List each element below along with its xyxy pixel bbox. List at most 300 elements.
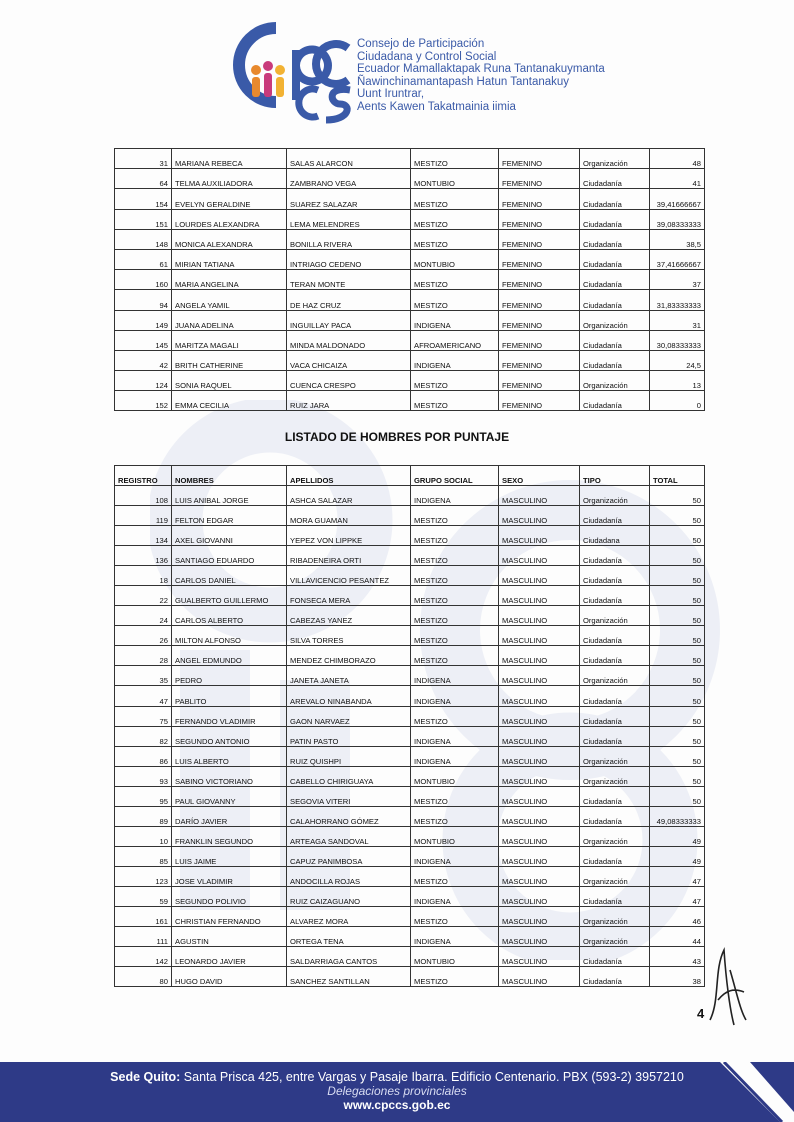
table-cell: MESTIZO bbox=[411, 391, 499, 411]
footer-address: Santa Prisca 425, entre Vargas y Pasaje Ibarra. Edificio Centenario. PBX (593-2) 3957210 bbox=[180, 1070, 684, 1084]
table-cell: MASCULINO bbox=[499, 866, 580, 886]
table-cell: MESTIZO bbox=[411, 229, 499, 249]
table-cell: SEGOVIA VITERI bbox=[287, 786, 411, 806]
table-cell: MESTIZO bbox=[411, 371, 499, 391]
table-cell: BONILLA RIVERA bbox=[287, 229, 411, 249]
col-apellidos: APELLIDOS bbox=[287, 466, 411, 486]
table-cell: MESTIZO bbox=[411, 706, 499, 726]
table-cell: MILTON ALFONSO bbox=[172, 626, 287, 646]
table-cell: Ciudadanía bbox=[580, 391, 650, 411]
table-cell: RUIZ JARA bbox=[287, 391, 411, 411]
table-cell: 49 bbox=[650, 826, 705, 846]
col-grupo-social: GRUPO SOCIAL bbox=[411, 466, 499, 486]
table-cell: LOURDES ALEXANDRA bbox=[172, 209, 287, 229]
table-cell: INDIGENA bbox=[411, 726, 499, 746]
table-cell: FONSECA MERA bbox=[287, 586, 411, 606]
table-cell: 145 bbox=[115, 330, 172, 350]
table-cell: 124 bbox=[115, 371, 172, 391]
table-cell: FEMENINO bbox=[499, 209, 580, 229]
women-score-table bbox=[114, 148, 705, 411]
table-cell: Ciudadanía bbox=[580, 566, 650, 586]
handwritten-signature bbox=[700, 940, 750, 1030]
table-cell: LUIS ANIBAL JORGE bbox=[172, 486, 287, 506]
table-cell: 46 bbox=[650, 906, 705, 926]
table-cell: FEMENINO bbox=[499, 149, 580, 169]
table-cell: 13 bbox=[650, 371, 705, 391]
table-cell: PATIN PASTO bbox=[287, 726, 411, 746]
table-cell: 149 bbox=[115, 310, 172, 330]
table-cell: MASCULINO bbox=[499, 846, 580, 866]
table-cell: 42 bbox=[115, 350, 172, 370]
table-cell: 50 bbox=[650, 686, 705, 706]
table-cell: 48 bbox=[650, 149, 705, 169]
table-cell: 31 bbox=[650, 310, 705, 330]
table-cell: Ciudadanía bbox=[580, 626, 650, 646]
table-row bbox=[115, 330, 705, 350]
table-cell: INTRIAGO CEDENO bbox=[287, 249, 411, 269]
organization-name: Consejo de Participación Ciudadana y Control Social Ecuador Mamallaktapak Runa Tantanakuymanta Ñawinchinamantapash Hatun Tantanakuy Uunt Iruntrar, Aents Kawen Takatmainia iimia bbox=[357, 38, 605, 113]
table-cell: CUENCA CRESPO bbox=[287, 371, 411, 391]
table-cell: 24,5 bbox=[650, 350, 705, 370]
table-cell: MESTIZO bbox=[411, 189, 499, 209]
table-cell: DARÍO JAVIER bbox=[172, 806, 287, 826]
col-sexo: SEXO bbox=[499, 466, 580, 486]
table-cell: MESTIZO bbox=[411, 967, 499, 987]
table-cell: 50 bbox=[650, 766, 705, 786]
table-cell: MASCULINO bbox=[499, 726, 580, 746]
table-cell: Ciudadanía bbox=[580, 169, 650, 189]
table-cell: 26 bbox=[115, 626, 172, 646]
table-cell: MIRIAN TATIANA bbox=[172, 249, 287, 269]
table-row bbox=[115, 726, 705, 746]
table-cell: SUAREZ SALAZAR bbox=[287, 189, 411, 209]
col-registro: REGISTRO bbox=[115, 466, 172, 486]
table-cell: 160 bbox=[115, 270, 172, 290]
table-cell: Ciudadanía bbox=[580, 290, 650, 310]
table-row bbox=[115, 626, 705, 646]
table-cell: 50 bbox=[650, 486, 705, 506]
table-cell: MESTIZO bbox=[411, 290, 499, 310]
table-cell: ZAMBRANO VEGA bbox=[287, 169, 411, 189]
table-cell: 31 bbox=[115, 149, 172, 169]
footer-delegaciones: Delegaciones provinciales bbox=[327, 1084, 467, 1098]
table-cell: Ciudadanía bbox=[580, 229, 650, 249]
table-cell: FEMENINO bbox=[499, 391, 580, 411]
table-cell: 47 bbox=[650, 886, 705, 906]
table-cell: AGUSTIN bbox=[172, 927, 287, 947]
table-cell: 119 bbox=[115, 506, 172, 526]
table-cell: MESTIZO bbox=[411, 646, 499, 666]
table-cell: 50 bbox=[650, 546, 705, 566]
table-cell: Ciudadanía bbox=[580, 706, 650, 726]
table-cell: CARLOS DANIEL bbox=[172, 566, 287, 586]
table-row bbox=[115, 371, 705, 391]
table-row bbox=[115, 947, 705, 967]
table-cell: FEMENINO bbox=[499, 229, 580, 249]
table-cell: 89 bbox=[115, 806, 172, 826]
table-cell: MINDA MALDONADO bbox=[287, 330, 411, 350]
table-cell: Ciudadanía bbox=[580, 586, 650, 606]
table-cell: VILLAVICENCIO PESANTEZ bbox=[287, 566, 411, 586]
table-cell: 154 bbox=[115, 189, 172, 209]
table-cell: LEMA MELENDRES bbox=[287, 209, 411, 229]
table-cell: MASCULINO bbox=[499, 927, 580, 947]
table-cell: 0 bbox=[650, 391, 705, 411]
table-cell: 134 bbox=[115, 526, 172, 546]
table-cell: 30,08333333 bbox=[650, 330, 705, 350]
table-cell: Organización bbox=[580, 906, 650, 926]
table-cell: 18 bbox=[115, 566, 172, 586]
table-cell: MASCULINO bbox=[499, 906, 580, 926]
page-number: 4 bbox=[697, 1006, 705, 1021]
table-cell: 136 bbox=[115, 546, 172, 566]
table-cell: 31,83333333 bbox=[650, 290, 705, 310]
table-cell: 38 bbox=[650, 967, 705, 987]
table-cell: MASCULINO bbox=[499, 967, 580, 987]
table-cell: Organización bbox=[580, 666, 650, 686]
table-cell: MESTIZO bbox=[411, 270, 499, 290]
table-cell: EMMA CECILIA bbox=[172, 391, 287, 411]
table-cell: Organización bbox=[580, 826, 650, 846]
table-cell: ORTEGA TENA bbox=[287, 927, 411, 947]
table-row bbox=[115, 746, 705, 766]
table-cell: MASCULINO bbox=[499, 706, 580, 726]
table-cell: RUIZ QUISHPI bbox=[287, 746, 411, 766]
table-cell: Ciudadanía bbox=[580, 189, 650, 209]
table-cell: LEONARDO JAVIER bbox=[172, 947, 287, 967]
table-row bbox=[115, 927, 705, 947]
table-cell: MARITZA MAGALI bbox=[172, 330, 287, 350]
table-cell: LUIS JAIME bbox=[172, 846, 287, 866]
table-cell: 37 bbox=[650, 270, 705, 290]
table-cell: 61 bbox=[115, 249, 172, 269]
col-tipo: TIPO bbox=[580, 466, 650, 486]
table-cell: MESTIZO bbox=[411, 866, 499, 886]
table-cell: 59 bbox=[115, 886, 172, 906]
table-row bbox=[115, 906, 705, 926]
table-cell: MASCULINO bbox=[499, 526, 580, 546]
table-cell: 50 bbox=[650, 566, 705, 586]
col-nombres: NOMBRES bbox=[172, 466, 287, 486]
table-cell: 152 bbox=[115, 391, 172, 411]
table-cell: MASCULINO bbox=[499, 566, 580, 586]
table-cell: Ciudadanía bbox=[580, 350, 650, 370]
table-row bbox=[115, 350, 705, 370]
table-cell: Ciudadanía bbox=[580, 947, 650, 967]
table-cell: MONTUBIO bbox=[411, 826, 499, 846]
table-cell: 50 bbox=[650, 666, 705, 686]
table-row bbox=[115, 169, 705, 189]
table-cell: 50 bbox=[650, 526, 705, 546]
table-cell: FRANKLIN SEGUNDO bbox=[172, 826, 287, 846]
table-cell: 50 bbox=[650, 626, 705, 646]
table-row bbox=[115, 686, 705, 706]
table-cell: Ciudadanía bbox=[580, 806, 650, 826]
table-cell: 111 bbox=[115, 927, 172, 947]
table-cell: ARTEAGA SANDOVAL bbox=[287, 826, 411, 846]
table-cell: ANGELA YAMIL bbox=[172, 290, 287, 310]
table-row bbox=[115, 310, 705, 330]
table-cell: 22 bbox=[115, 586, 172, 606]
table-cell: SEGUNDO ANTONIO bbox=[172, 726, 287, 746]
table-row bbox=[115, 666, 705, 686]
table-cell: FEMENINO bbox=[499, 310, 580, 330]
table-cell: Ciudadanía bbox=[580, 846, 650, 866]
table-cell: Organización bbox=[580, 149, 650, 169]
table-cell: INDIGENA bbox=[411, 310, 499, 330]
table-cell: INDIGENA bbox=[411, 746, 499, 766]
table-cell: MESTIZO bbox=[411, 806, 499, 826]
table-cell: 28 bbox=[115, 646, 172, 666]
table-cell: SONIA RAQUEL bbox=[172, 371, 287, 391]
table-cell: Organización bbox=[580, 310, 650, 330]
table-cell: Ciudadanía bbox=[580, 646, 650, 666]
table-cell: RIBADENEIRA ORTI bbox=[287, 546, 411, 566]
table-cell: TERAN MONTE bbox=[287, 270, 411, 290]
table-cell: MASCULINO bbox=[499, 486, 580, 506]
table-cell: CAPUZ PANIMBOSA bbox=[287, 846, 411, 866]
table-cell: ANDOCILLA ROJAS bbox=[287, 866, 411, 886]
table-row bbox=[115, 229, 705, 249]
table-cell: Ciudadanía bbox=[580, 967, 650, 987]
table-cell: INGUILLAY PACA bbox=[287, 310, 411, 330]
table-cell: SALAS ALARCON bbox=[287, 149, 411, 169]
table-cell: MASCULINO bbox=[499, 606, 580, 626]
table-cell: EVELYN GERALDINE bbox=[172, 189, 287, 209]
table-cell: Ciudadanía bbox=[580, 330, 650, 350]
table-cell: Organización bbox=[580, 866, 650, 886]
table-cell: 80 bbox=[115, 967, 172, 987]
table-cell: Organización bbox=[580, 927, 650, 947]
table-cell: AREVALO NINABANDA bbox=[287, 686, 411, 706]
table-cell: 95 bbox=[115, 786, 172, 806]
table-cell: PAUL GIOVANNY bbox=[172, 786, 287, 806]
table-cell: MESTIZO bbox=[411, 546, 499, 566]
table-cell: MASCULINO bbox=[499, 666, 580, 686]
table-row bbox=[115, 967, 705, 987]
table-row bbox=[115, 826, 705, 846]
table-cell: 37,41666667 bbox=[650, 249, 705, 269]
table-cell: 35 bbox=[115, 666, 172, 686]
table-cell: FEMENINO bbox=[499, 290, 580, 310]
table-cell: 43 bbox=[650, 947, 705, 967]
table-cell: MESTIZO bbox=[411, 209, 499, 229]
table-cell: MASCULINO bbox=[499, 626, 580, 646]
table-cell: MONTUBIO bbox=[411, 766, 499, 786]
table-cell: MASCULINO bbox=[499, 546, 580, 566]
table-cell: PEDRO bbox=[172, 666, 287, 686]
table-cell: Ciudadanía bbox=[580, 886, 650, 906]
table-header-row bbox=[115, 466, 705, 486]
table-cell: BRITH CATHERINE bbox=[172, 350, 287, 370]
table-cell: MESTIZO bbox=[411, 149, 499, 169]
table-row bbox=[115, 270, 705, 290]
table-cell: ANGEL EDMUNDO bbox=[172, 646, 287, 666]
table-cell: 50 bbox=[650, 646, 705, 666]
table-cell: MESTIZO bbox=[411, 506, 499, 526]
table-cell: Organización bbox=[580, 746, 650, 766]
table-cell: MASCULINO bbox=[499, 506, 580, 526]
table-cell: MESTIZO bbox=[411, 566, 499, 586]
table-cell: 41 bbox=[650, 169, 705, 189]
table-cell: 94 bbox=[115, 290, 172, 310]
table-cell: Ciudadanía bbox=[580, 209, 650, 229]
table-cell: 47 bbox=[115, 686, 172, 706]
table-cell: Ciudadanía bbox=[580, 726, 650, 746]
table-cell: GUALBERTO GUILLERMO bbox=[172, 586, 287, 606]
table-row bbox=[115, 290, 705, 310]
table-cell: ALVAREZ MORA bbox=[287, 906, 411, 926]
table-row bbox=[115, 866, 705, 886]
table-cell: AFROAMERICANO bbox=[411, 330, 499, 350]
men-section-title: LISTADO DE HOMBRES POR PUNTAJE bbox=[284, 430, 510, 444]
table-row bbox=[115, 646, 705, 666]
table-cell: MESTIZO bbox=[411, 606, 499, 626]
table-cell: Organización bbox=[580, 371, 650, 391]
table-cell: 47 bbox=[650, 866, 705, 886]
table-cell: MESTIZO bbox=[411, 626, 499, 646]
table-cell: FEMENINO bbox=[499, 371, 580, 391]
table-cell: SILVA TORRES bbox=[287, 626, 411, 646]
table-cell: 49 bbox=[650, 846, 705, 866]
footer-sede-label: Sede Quito: bbox=[110, 1070, 181, 1084]
table-cell: MESTIZO bbox=[411, 786, 499, 806]
table-cell: MENDEZ CHIMBORAZO bbox=[287, 646, 411, 666]
table-row bbox=[115, 566, 705, 586]
table-cell: FEMENINO bbox=[499, 270, 580, 290]
table-row bbox=[115, 586, 705, 606]
table-cell: MASCULINO bbox=[499, 806, 580, 826]
table-cell: Ciudadanía bbox=[580, 786, 650, 806]
table-cell: MONTUBIO bbox=[411, 947, 499, 967]
table-cell: 50 bbox=[650, 586, 705, 606]
footer-website[interactable]: www.cpccs.gob.ec bbox=[343, 1098, 451, 1112]
table-cell: SABINO VICTORIANO bbox=[172, 766, 287, 786]
table-cell: 50 bbox=[650, 706, 705, 726]
table-cell: FEMENINO bbox=[499, 249, 580, 269]
table-cell: MORA GUAMAN bbox=[287, 506, 411, 526]
table-cell: MASCULINO bbox=[499, 686, 580, 706]
table-cell: 93 bbox=[115, 766, 172, 786]
table-cell: 85 bbox=[115, 846, 172, 866]
table-cell: MASCULINO bbox=[499, 746, 580, 766]
table-cell: VACA CHICAIZA bbox=[287, 350, 411, 370]
cpccs-logo bbox=[226, 20, 354, 128]
table-cell: DE HAZ CRUZ bbox=[287, 290, 411, 310]
table-cell: MONICA ALEXANDRA bbox=[172, 229, 287, 249]
table-cell: 64 bbox=[115, 169, 172, 189]
table-row bbox=[115, 506, 705, 526]
table-cell: INDIGENA bbox=[411, 486, 499, 506]
table-cell: CARLOS ALBERTO bbox=[172, 606, 287, 626]
table-cell: FEMENINO bbox=[499, 189, 580, 209]
table-cell: FERNANDO VLADIMIR bbox=[172, 706, 287, 726]
table-cell: 50 bbox=[650, 606, 705, 626]
table-cell: Ciudadanía bbox=[580, 270, 650, 290]
table-cell: MASCULINO bbox=[499, 766, 580, 786]
table-cell: 50 bbox=[650, 726, 705, 746]
table-cell: 50 bbox=[650, 746, 705, 766]
page-footer bbox=[0, 1062, 794, 1122]
table-cell: 39,41666667 bbox=[650, 189, 705, 209]
table-cell: MASCULINO bbox=[499, 786, 580, 806]
table-cell: FELTON EDGAR bbox=[172, 506, 287, 526]
men-score-table bbox=[114, 465, 705, 987]
table-cell: FEMENINO bbox=[499, 350, 580, 370]
table-row bbox=[115, 149, 705, 169]
table-cell: 75 bbox=[115, 706, 172, 726]
table-row bbox=[115, 766, 705, 786]
table-cell: TELMA AUXILIADORA bbox=[172, 169, 287, 189]
table-cell: MONTUBIO bbox=[411, 169, 499, 189]
table-row bbox=[115, 806, 705, 826]
table-row bbox=[115, 391, 705, 411]
table-row bbox=[115, 486, 705, 506]
table-cell: Ciudadanía bbox=[580, 506, 650, 526]
table-cell: 151 bbox=[115, 209, 172, 229]
table-cell: ASHCA SALAZAR bbox=[287, 486, 411, 506]
table-cell: 50 bbox=[650, 786, 705, 806]
col-total: TOTAL bbox=[650, 466, 705, 486]
table-cell: FEMENINO bbox=[499, 330, 580, 350]
table-cell: MESTIZO bbox=[411, 586, 499, 606]
table-cell: SEGUNDO POLIVIO bbox=[172, 886, 287, 906]
table-cell: RUIZ CAIZAGUANO bbox=[287, 886, 411, 906]
table-cell: HUGO DAVID bbox=[172, 967, 287, 987]
table-cell: MASCULINO bbox=[499, 826, 580, 846]
table-row bbox=[115, 606, 705, 626]
table-cell: CALAHORRANO GÓMEZ bbox=[287, 806, 411, 826]
table-row bbox=[115, 706, 705, 726]
table-cell: JUANA ADELINA bbox=[172, 310, 287, 330]
table-cell: SALDARRIAGA CANTOS bbox=[287, 947, 411, 967]
table-cell: PABLITO bbox=[172, 686, 287, 706]
table-cell: MARIA ANGELINA bbox=[172, 270, 287, 290]
table-cell: MASCULINO bbox=[499, 947, 580, 967]
table-row bbox=[115, 786, 705, 806]
table-cell: 123 bbox=[115, 866, 172, 886]
table-cell: INDIGENA bbox=[411, 666, 499, 686]
table-cell: MARIANA REBECA bbox=[172, 149, 287, 169]
table-row bbox=[115, 846, 705, 866]
table-cell: JANETA JANETA bbox=[287, 666, 411, 686]
table-cell: MASCULINO bbox=[499, 586, 580, 606]
table-cell: YEPEZ VON LIPPKE bbox=[287, 526, 411, 546]
table-cell: LUIS ALBERTO bbox=[172, 746, 287, 766]
table-cell: 148 bbox=[115, 229, 172, 249]
table-cell: 50 bbox=[650, 506, 705, 526]
table-row bbox=[115, 249, 705, 269]
table-row bbox=[115, 526, 705, 546]
table-cell: GAON NARVAEZ bbox=[287, 706, 411, 726]
table-cell: 24 bbox=[115, 606, 172, 626]
table-cell: 38,5 bbox=[650, 229, 705, 249]
table-cell: CABELLO CHIRIGUAYA bbox=[287, 766, 411, 786]
table-cell: 10 bbox=[115, 826, 172, 846]
table-cell: SANCHEZ SANTILLAN bbox=[287, 967, 411, 987]
table-cell: INDIGENA bbox=[411, 686, 499, 706]
table-cell: Ciudadanía bbox=[580, 249, 650, 269]
table-cell: Organización bbox=[580, 486, 650, 506]
table-cell: 161 bbox=[115, 906, 172, 926]
table-cell: MASCULINO bbox=[499, 886, 580, 906]
table-row bbox=[115, 189, 705, 209]
table-cell: 86 bbox=[115, 746, 172, 766]
table-row bbox=[115, 546, 705, 566]
table-cell: AXEL GIOVANNI bbox=[172, 526, 287, 546]
table-cell: CHRISTIAN FERNANDO bbox=[172, 906, 287, 926]
table-row bbox=[115, 209, 705, 229]
